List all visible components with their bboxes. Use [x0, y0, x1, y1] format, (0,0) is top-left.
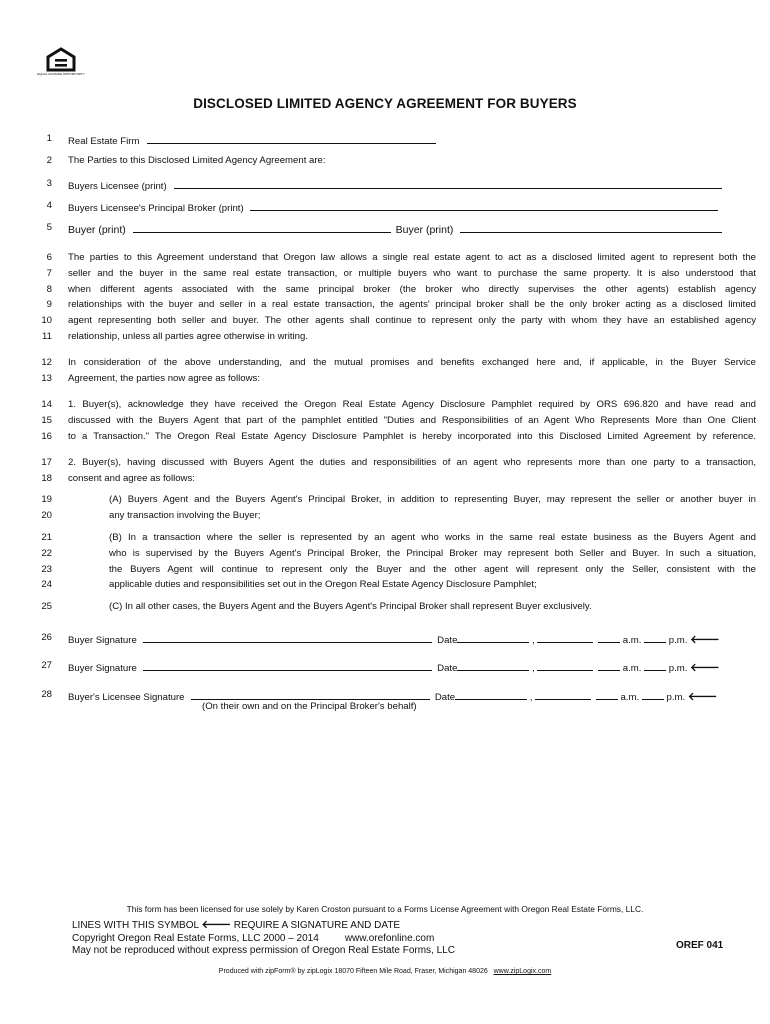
- produced-by: [0, 968, 770, 975]
- paragraph-text: the Buyers Agent will continue to represent only the Buyer and the other agent will represent only the Seller, consistent with the: [109, 564, 756, 575]
- buyer-signature-label-2: Buyer Signature: [68, 663, 137, 674]
- paragraph-text: In consideration of the above understanding, and the mutual promises and benefits exchanged here and, if applicable, in the Buyer Service: [68, 357, 756, 368]
- line-number: 8: [46, 284, 52, 295]
- pm-label: p.m.: [668, 663, 688, 674]
- real-estate-firm-label: Real Estate Firm: [68, 136, 140, 147]
- parties-label: The Parties to this Disclosed Limited Agency Agreement are:: [68, 155, 326, 166]
- line-number: 21: [41, 532, 52, 543]
- pm-label: p.m.: [668, 635, 688, 646]
- paragraph-text: applicable duties and responsibilities set out in the Oregon Real Estate Agency Disclosure Pamphlet;: [109, 579, 537, 590]
- footer-block: [72, 919, 455, 958]
- comma: ,: [529, 692, 533, 703]
- left-arrow-icon: 🡐: [690, 662, 720, 674]
- year-field[interactable]: [537, 632, 593, 643]
- line-number: 4: [46, 200, 52, 211]
- buyer-print-field-2[interactable]: [460, 222, 722, 233]
- date-label: Date: [437, 663, 458, 674]
- line-number: 22: [41, 548, 52, 559]
- line-number: 3: [46, 178, 52, 189]
- left-arrow-icon: 🡐: [690, 634, 720, 646]
- copyright-text: Copyright Oregon Real Estate Forms, LLC 2000 – 2014: [72, 932, 319, 944]
- line-number: 11: [42, 331, 52, 342]
- time-pm-field[interactable]: [644, 632, 666, 643]
- line-number: 10: [41, 315, 52, 326]
- date-field[interactable]: [457, 632, 529, 643]
- line-number: 12: [41, 357, 52, 368]
- line-number: 18: [41, 473, 52, 484]
- paragraph-text: relationship, unless all parties agree otherwise in writing.: [68, 331, 308, 342]
- time-pm-field[interactable]: [644, 660, 666, 671]
- paragraph-text: any transaction involving the Buyer;: [109, 510, 261, 521]
- paragraph-text: Agreement, the parties now agree as follows:: [68, 373, 260, 384]
- time-am-field[interactable]: [598, 660, 620, 671]
- website-link[interactable]: www.orefonline.com: [344, 932, 435, 944]
- line-number: 14: [41, 399, 52, 410]
- buyer-signature-label-1: Buyer Signature: [68, 635, 137, 646]
- paragraph-text: (C) In all other cases, the Buyers Agent and the Buyers Agent's Principal Broker shall represent Buyer exclusively.: [109, 601, 592, 612]
- line-number: 16: [41, 431, 52, 442]
- line-number: 7: [46, 268, 52, 279]
- line-number: 5: [46, 222, 52, 233]
- buyers-licensee-label: Buyers Licensee (print): [68, 181, 167, 192]
- line-number: 28: [41, 689, 52, 700]
- paragraph-text: seller and the buyer in the same real estate transaction, or multiple buyers who want to purchase the same property. It is also understood that: [68, 268, 756, 279]
- licensee-signature-label: Buyer's Licensee Signature: [68, 692, 185, 703]
- comma: ,: [532, 663, 535, 674]
- line-number: 2: [46, 155, 52, 166]
- line-number: 1: [46, 133, 52, 144]
- date-field[interactable]: [457, 660, 529, 671]
- ziplogix-link[interactable]: www.zipLogix.com: [493, 968, 552, 975]
- paragraph-text: 2. Buyer(s), having discussed with Buyers Agent the duties and responsibilities of an agent who represents more than one party to a transaction,: [68, 457, 756, 468]
- paragraph-text: (A) Buyers Agent and the Buyers Agent's Principal Broker, in addition to representing Buyer, may represent the seller or another buyer in: [109, 494, 756, 505]
- am-label: a.m.: [622, 663, 642, 674]
- buyer-signature-field-2[interactable]: [143, 660, 432, 671]
- real-estate-firm-field[interactable]: [147, 133, 436, 144]
- behalf-note: (On their own and on the Principal Broker's behalf): [202, 701, 417, 712]
- left-arrow-icon: 🡐: [687, 691, 718, 703]
- license-notice: This form has been licensed for use solely by Karen Croston pursuant to a Forms License Agreement with Oregon Real Estate Forms, LLC.: [126, 904, 644, 914]
- left-arrow-icon: 🡐: [201, 919, 231, 931]
- time-am-field[interactable]: [596, 689, 618, 700]
- paragraph-text: (B) In a transaction where the seller is represented by an agent who works in the same real estate business as the Buyers Agent and: [109, 532, 756, 543]
- line-number: 15: [41, 415, 52, 426]
- require-text: REQUIRE A SIGNATURE AND DATE: [233, 920, 401, 931]
- year-field[interactable]: [537, 660, 593, 671]
- principal-broker-label: Buyers Licensee's Principal Broker (print): [68, 203, 244, 214]
- line-number: 26: [41, 632, 52, 643]
- paragraph-text: discussed with the Buyers Agent that part of the pamphlet entitled "Duties and Responsibilities of an Agent Who Represents More than One Client: [68, 415, 756, 426]
- form-id: OREF 041: [676, 940, 724, 951]
- buyer-signature-field-1[interactable]: [143, 632, 432, 643]
- time-pm-field[interactable]: [642, 689, 664, 700]
- line-number: 17: [41, 457, 52, 468]
- paragraph-text: The parties to this Agreement understand that Oregon law allows a single real estate agent to act as a disclosed limited agent to represent both the: [68, 252, 756, 263]
- line-number: 6: [46, 252, 52, 263]
- line-number: 20: [41, 510, 52, 521]
- buyer-print-label-2: Buyer (print): [395, 224, 454, 236]
- paragraph-text: who is supervised by the Buyers Agent's Principal Broker, the Principal Broker may represent both Seller and Buyer. In such a situation,: [109, 548, 756, 559]
- date-label: Date: [434, 692, 456, 703]
- paragraph-text: consent and agree as follows:: [68, 473, 195, 484]
- date-label: Date: [437, 635, 458, 646]
- logo-text: EQUAL HOUSING OPPORTUNITY: [37, 72, 85, 76]
- line-number: 9: [46, 299, 52, 310]
- paragraph-text: when different agents associated with the same principal broker (the broker who directly supervises the other agents) establish agency: [68, 284, 756, 295]
- am-label: a.m.: [622, 635, 642, 646]
- line-number: 23: [41, 564, 52, 575]
- buyer-print-label-1: Buyer (print): [68, 224, 126, 236]
- comma: ,: [532, 635, 535, 646]
- lines-symbol-text: LINES WITH THIS SYMBOL: [72, 920, 199, 931]
- produced-text: Produced with zipForm® by zipLogix 18070 Fifteen Mile Road, Fraser, Michigan 48026: [218, 968, 488, 975]
- buyers-licensee-field[interactable]: [174, 178, 722, 189]
- reproduce-notice: May not be reproduced without express permission of Oregon Real Estate Forms, LLC: [72, 945, 455, 956]
- pm-label: p.m.: [666, 692, 686, 703]
- am-label: a.m.: [620, 692, 640, 703]
- paragraph-text: 1. Buyer(s), acknowledge they have received the Oregon Real Estate Agency Disclosure Pamphlet required by ORS 696.820 and have read and: [68, 399, 756, 410]
- paragraph-text: agent representing both seller and buyer. The other agents shall continue to represent only the party with whom they have an established agency: [68, 315, 756, 326]
- principal-broker-field[interactable]: [250, 200, 718, 211]
- licensee-signature-field[interactable]: [191, 689, 430, 700]
- line-number: 19: [41, 494, 52, 505]
- buyer-print-field-1[interactable]: [133, 222, 391, 233]
- date-field[interactable]: [455, 689, 527, 700]
- year-field[interactable]: [535, 689, 591, 700]
- paragraph-text: relationships with the buyer and seller in a real estate transaction, the agents' principal broker shall be the only broker acting as a disclosed limited: [68, 299, 756, 310]
- line-number: 27: [41, 660, 52, 671]
- document-title: DISCLOSED LIMITED AGENCY AGREEMENT FOR BUYERS: [193, 96, 577, 111]
- time-am-field[interactable]: [598, 632, 620, 643]
- line-number: 13: [41, 373, 52, 384]
- line-number: 24: [41, 579, 52, 590]
- paragraph-text: to a Transaction." The Oregon Real Estate Agency Disclosure Pamphlet is hereby incorporated into this Disclosed Limited Agreement by reference.: [68, 431, 756, 442]
- line-number: 25: [41, 601, 52, 612]
- equal-housing-logo: [37, 48, 85, 80]
